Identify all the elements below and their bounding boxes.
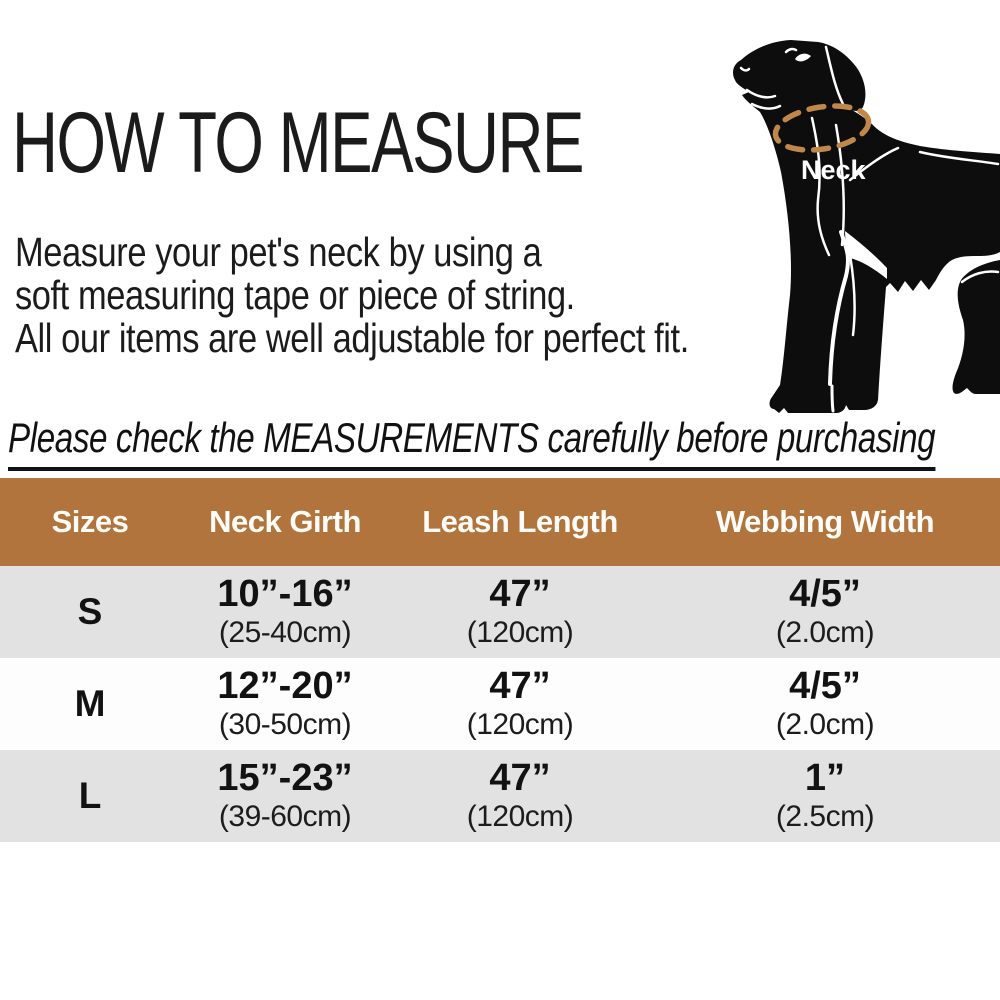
column-header-leash-length: Leash Length bbox=[422, 504, 618, 539]
neck-girth-cm: (25-40cm) bbox=[218, 616, 352, 649]
page-title: HOW TO MEASURE bbox=[12, 95, 583, 191]
neck-girth-inches: 12”-20” bbox=[217, 665, 353, 707]
neck-girth-inches: 10”-16” bbox=[217, 573, 353, 615]
neck-label: Neck bbox=[801, 155, 866, 185]
instruction-line-2: soft measuring tape or piece of string. bbox=[15, 272, 575, 318]
leash-length-cm: (120cm) bbox=[466, 616, 574, 649]
table-row-size-l bbox=[0, 750, 1000, 842]
size-chart-table bbox=[0, 478, 1000, 842]
webbing-width-cm: (2.0cm) bbox=[775, 616, 875, 649]
leash-length-cm: (120cm) bbox=[466, 708, 574, 741]
webbing-width-inches: 1” bbox=[804, 757, 846, 799]
dog-hind-leg-shape bbox=[953, 260, 1000, 394]
dog-neck-diagram bbox=[695, 25, 1000, 420]
instruction-line-1: Measure your pet's neck by using a bbox=[15, 229, 542, 275]
webbing-width-cm: (2.5cm) bbox=[775, 800, 875, 833]
neck-girth-cm: (30-50cm) bbox=[218, 708, 352, 741]
column-header-neck-girth: Neck Girth bbox=[209, 504, 361, 539]
table-row-size-s bbox=[0, 566, 1000, 658]
leash-length-inches: 47” bbox=[489, 665, 551, 707]
table-row-size-m bbox=[0, 658, 1000, 750]
measuring-instructions bbox=[15, 231, 689, 360]
size-letter: M bbox=[74, 683, 106, 724]
neck-girth-inches: 15”-23” bbox=[217, 757, 353, 799]
webbing-width-inches: 4/5” bbox=[789, 573, 861, 615]
leash-length-inches: 47” bbox=[489, 757, 551, 799]
column-header-sizes: Sizes bbox=[51, 504, 129, 539]
webbing-width-cm: (2.0cm) bbox=[775, 708, 875, 741]
dog-silhouette-illustration bbox=[695, 25, 1000, 420]
size-letter: S bbox=[77, 591, 103, 632]
measurement-warning: Please check the MEASUREMENTS carefully before purchasing bbox=[8, 414, 935, 471]
neck-girth-cm: (39-60cm) bbox=[218, 800, 352, 833]
leash-length-cm: (120cm) bbox=[466, 800, 574, 833]
column-header-webbing-width: Webbing Width bbox=[715, 504, 935, 539]
size-letter: L bbox=[78, 775, 102, 816]
webbing-width-inches: 4/5” bbox=[789, 665, 861, 707]
instruction-line-3: All our items are well adjustable for perfect fit. bbox=[15, 315, 689, 361]
leash-length-inches: 47” bbox=[489, 573, 551, 615]
size-chart-header-row bbox=[0, 478, 1000, 566]
